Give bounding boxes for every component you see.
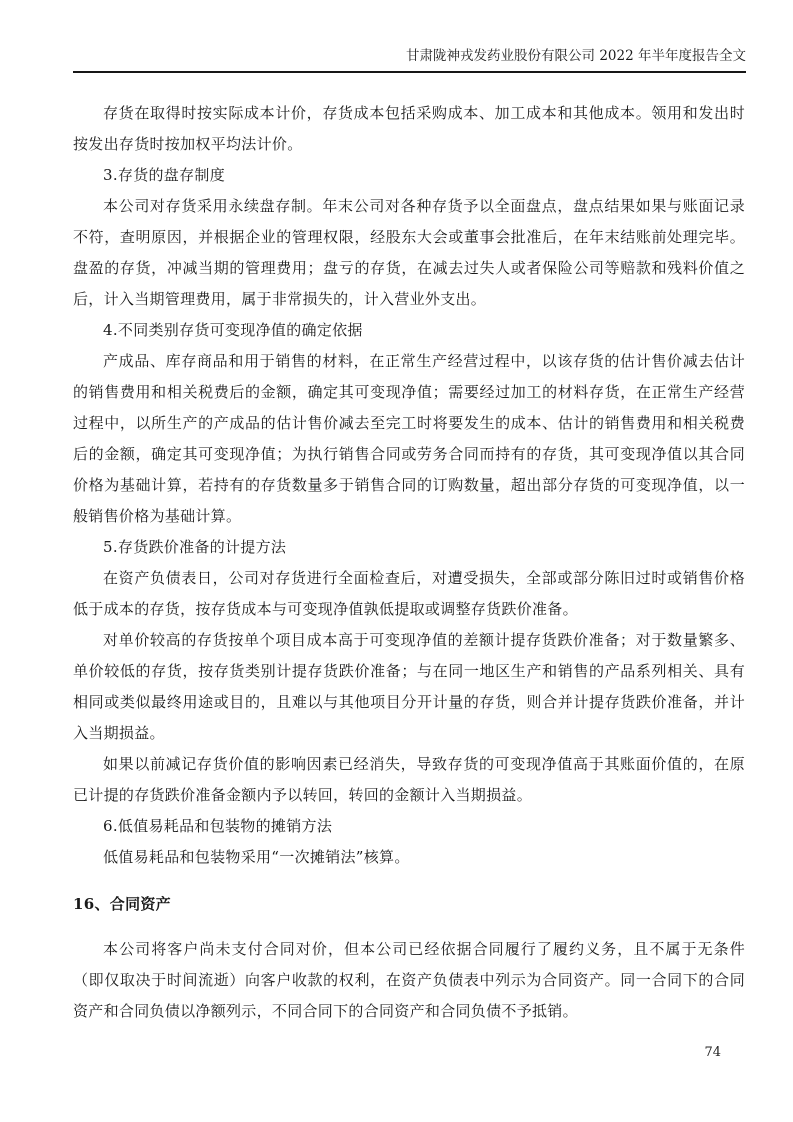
paragraph: 对单价较高的存货按单个项目成本高于可变现净值的差额计提存货跌价准备；对于数量繁多、单价较低的存货，按存货类别计提存货跌价准备；与在同一地区生产和销售的产品系列相关、具有相同或类似最终用途或目的，且难以与其他项目分开计量的存货，则合并计提存货跌价准备，并计入当期损益。 — [73, 631, 745, 742]
paragraph: 本公司将客户尚未支付合同对价，但本公司已经依据合同履行了履约义务，且不属于无条件（即仅取决于时间流逝）向客户收款的权利，在资产负债表中列示为合同资产。同一合同下的合同资产和合同负债以净额列示，不同合同下的合同资产和合同负债不予抵销。 — [73, 940, 745, 1020]
section-heading: 16、合同资产 — [73, 895, 171, 913]
subsection-heading: 4.不同类别存货可变现净值的确定依据 — [103, 321, 363, 339]
subsection-heading: 3.存货的盘存制度 — [103, 166, 226, 184]
page-header — [73, 46, 746, 73]
page-footer — [704, 1045, 721, 1060]
paragraph: 存货在取得时按实际成本计价，存货成本包括采购成本、加工成本和其他成本。领用和发出时按发出存货时按加权平均法计价。 — [73, 104, 745, 153]
paragraph: 低值易耗品和包装物采用“一次摊销法”核算。 — [103, 848, 410, 866]
document-content — [73, 98, 745, 1027]
paragraph: 在资产负债表日，公司对存货进行全面检查后，对遭受损失，全部或部分陈旧过时或销售价格低于成本的存货，按存货成本与可变现净值孰低提取或调整存货跌价准备。 — [73, 569, 745, 618]
subsection-heading: 5.存货跌价准备的计提方法 — [103, 538, 287, 556]
report-title: 甘肃陇神戎发药业股份有限公司 2022 年半年度报告全文 — [406, 48, 746, 64]
page-number: 74 — [704, 1045, 721, 1060]
paragraph: 如果以前减记存货价值的影响因素已经消失，导致存货的可变现净值高于其账面价值的，在原已计提的存货跌价准备金额内予以转回，转回的金额计入当期损益。 — [73, 755, 745, 804]
paragraph: 本公司对存货采用永续盘存制。年末公司对各种存货予以全面盘点，盘点结果如果与账面记录不符，查明原因，并根据企业的管理权限，经股东大会或董事会批准后，在年末结账前处理完毕。盘盈的存货，冲减当期的管理费用；盘亏的存货，在减去过失人或者保险公司等赔款和残料价值之后，计入当期管理费用，属于非常损失的，计入营业外支出。 — [73, 197, 745, 308]
paragraph: 产成品、库存商品和用于销售的材料，在正常生产经营过程中，以该存货的估计售价减去估计的销售费用和相关税费后的金额，确定其可变现净值；需要经过加工的材料存货，在正常生产经营过程中，以所生产的产成品的估计售价减去至完工时将要发生的成本、估计的销售费用和相关税费后的金额，确定其可变现净值；为执行销售合同或劳务合同而持有的存货，其可变现净值以其合同价格为基础计算，若持有的存货数量多于销售合同的订购数量，超出部分存货的可变现净值，以一般销售价格为基础计算。 — [73, 352, 745, 525]
subsection-heading: 6.低值易耗品和包装物的摊销方法 — [103, 817, 333, 835]
